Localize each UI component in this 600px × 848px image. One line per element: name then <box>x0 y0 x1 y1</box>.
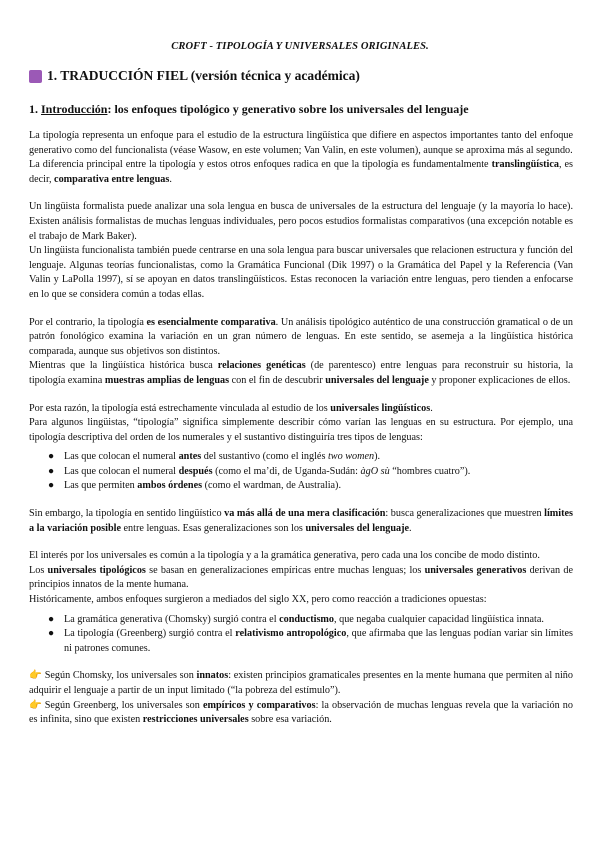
paragraph: Por esta razón, la tipología está estrechamente vinculada al estudio de los universales lingüísticos. <box>29 402 433 414</box>
bullet-list <box>29 450 573 494</box>
body-text <box>29 129 573 728</box>
purple-square-icon <box>29 70 42 83</box>
subsection-number: 1. <box>29 102 41 116</box>
subsection-heading <box>29 102 469 117</box>
paragraph: Un lingüista funcionalista también puede centrarse en una sola lengua para buscar universales que relacionen estructura y función del lenguaje. Algunas teorías funcionalistas, como la Gramática Funcional (Dik 1997) o la Gramática del Papel y la Referencia (Van Valin y LaPolla 1997), sí se apoyan en datos translingüísticos. Estas reconocen la variación entre lenguas, pero tienden a enfocarse en lo que se considera común a todas ellas. <box>29 245 573 300</box>
list-item: ● La gramática generativa (Chomsky) surgió contra el conductismo, que negaba cualquier capacidad lingüística innata. <box>29 613 573 628</box>
section-heading-text: 1. TRADUCCIÓN FIEL (versión técnica y académica) <box>47 68 360 83</box>
list-item: ● Las que colocan el numeral después (como el ma’di, de Uganda-Sudán: àgO sù “hombres cuatro”). <box>29 465 573 480</box>
paragraph: Sin embargo, la tipología en sentido lingüístico va más allá de una mera clasificación: busca generalizaciones que muestren límites a la variación posible entre lenguas. Esas generalizaciones son los universales del lenguaje. <box>29 508 573 534</box>
section-heading <box>29 68 360 84</box>
bullet-list <box>29 613 573 657</box>
bullet-icon: ● <box>48 465 55 477</box>
document-title: CROFT - TIPOLOGÍA Y UNIVERSALES ORIGINALES. <box>171 41 429 52</box>
paragraph: La diferencia principal entre la tipología y estos otros enfoques radica en que la tipología es fundamentalmente translingüística, es decir, comparativa entre lenguas. <box>29 159 573 185</box>
paragraph: 👉 Según Chomsky, los universales son innatos: existen principios gramaticales presentes en la mente humana que permiten al niño adquirir el lenguaje a partir de un input limitado (“la pobreza del estímulo”). <box>29 670 573 696</box>
pointing-hand-icon: 👉 <box>29 670 42 682</box>
paragraph: Los universales tipológicos se basan en generalizaciones empíricas entre muchas lenguas; los universales generativos derivan de principios innatos de la mente humana. <box>29 564 574 591</box>
pointing-hand-icon: 👉 <box>29 699 42 711</box>
bullet-icon: ● <box>48 628 55 640</box>
bullet-icon: ● <box>48 451 55 463</box>
list-item: ● Las que permiten ambos órdenes (como el wardman, de Australia). <box>29 479 573 494</box>
bullet-icon: ● <box>48 480 55 492</box>
paragraph: Por el contrario, la tipología es esencialmente comparativa. Un análisis tipológico auténtico de una construcción gramatical o de un patrón fonológico examina la variación en un gran número de lenguas. En este sentido, se asemeja a la lingüística histórica comparada, aunque sus objetivos son distintos. <box>29 316 573 357</box>
bullet-icon: ● <box>48 613 55 625</box>
paragraph: Mientras que la lingüística histórica busca relaciones genéticas (de parentesco) entre lenguas para reconstruir su historia, la tipología examina muestras amplias de lenguas con el fin de descubrir universales del lenguaje y proponer explicaciones de ellos. <box>29 360 573 386</box>
list-item: ● Las que colocan el numeral antes del sustantivo (como el inglés two women). <box>29 450 573 465</box>
paragraph: Históricamente, ambos enfoques surgieron a mediados del siglo XX, pero como reacción a tradiciones opuestas: <box>29 594 487 606</box>
paragraph: 👉 Según Greenberg, los universales son empíricos y comparativos: la observación de muchas lenguas revela que la variación no es infinita, sino que existen restricciones universales sobre esa variación. <box>29 699 573 726</box>
paragraph: La tipología representa un enfoque para el estudio de la estructura lingüística que difiere en aspectos importantes tanto del enfoque generativo como del funcionalista (véase Wasow, en este volumen; Van Valin, en este volumen), aunque se aproxima más al segundo. <box>29 130 573 156</box>
subsection-keyword: Introducción <box>41 102 108 116</box>
list-item: ● La tipología (Greenberg) surgió contra el relativismo antropológico, que afirmaba que las lenguas podían variar sin límites ni patrones comunes. <box>48 628 573 654</box>
subsection-title: : los enfoques tipológico y generativo sobre los universales del lenguaje <box>107 102 469 116</box>
paragraph: Para algunos lingüistas, “tipología” significa simplemente describir cómo varían las lenguas en su estructura. Por ejemplo, una tipología descriptiva del orden de los numerales y el sustantivo distinguiría tres tipos de lenguas: <box>29 417 573 443</box>
paragraph: El interés por los universales es común a la tipología y a la gramática generativa, pero cada una los concibe de modo distinto. <box>29 550 540 562</box>
paragraph: Un lingüista formalista puede analizar una sola lengua en busca de universales de la estructura del lenguaje (y la mayoría lo hace). Existen análisis formalistas de muchas lenguas individuales, pero pocos estudios formalistas comparativos (una excepción notable es el trabajo de Mark Baker). <box>29 201 573 242</box>
